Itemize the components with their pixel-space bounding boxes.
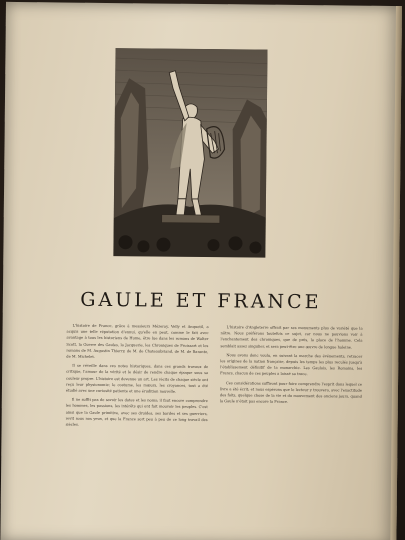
paragraph: Il ne suffit pas de savoir les dates et les noms; il faut encore comprendre les hommes, les passions, les intérêts qui ont fait mouvoir les peuples. C'est ainsi que la Gaule primitive, avec ses druides, ses bardes et ses guerriers, revit sous nos yeux, et que la France sort peu à peu de ce long travail des siècles. [65, 397, 208, 427]
text-columns [64, 323, 362, 540]
book-page [0, 2, 402, 540]
paragraph: Il se réveille dans ces notes historiques, dans ces grands travaux de critique, l'amour de la vérité et le désir de rendre chaque époque sous sa couleur propre. L'histoire est devenue un art. Les récits de chaque siècle ont reçu leur physionomie; le costume, les mœurs, les croyances, tout a été étudié avec une curiosité patiente et une érudition nouvelle. [65, 363, 209, 394]
engraving-illustration [113, 48, 267, 258]
paragraph: L'histoire d'Angleterre offrait par ses monuments plus de variété que la nôtre. Nous préférons toutefois ce sujet, car nous ne pouvions voir à l'enchantement des chroniques, que de près, la place de l'homme. Cela semblait assez singulier, et sera peut-être une œuvre de longue haleine. [220, 325, 363, 350]
gaulish-warrior-icon [113, 48, 267, 258]
left-column [64, 323, 208, 540]
page-edge [390, 6, 402, 540]
paragraph: L'histoire de France, grâce à messieurs Mézeray, Velly et Anquetil, a acquis une telle réputation d'ennui, qu'elle en peut, comme le fait avec avantage à tous les historiens de Hume, être lue dans les romans de Walter Scott, la Guerre des Gaules, la Jacquerie, les Chroniques de Froissart et les romans de M. Augustin Thierry, de M. de Chateaubriand, de M. de Barante, de M. Michelet. [66, 323, 209, 359]
page-title: GAULE ET FRANCE [80, 288, 322, 314]
paragraph: Ces considérations suffiront pour faire comprendre l'esprit dans lequel ce livre a été écrit; et nous espérons que le lecteur y trouvera, avec l'exactitude des faits, quelque chose de la vie et du mouvement des anciens jours, quand la Gaule n'était pas encore la France. [219, 380, 363, 405]
paragraph: Nous avons donc voulu, en suivant la marche des événements, retracer les origines de la nation française, depuis les temps les plus reculés jusqu'à l'établissement définitif de la monarchie. Les Gaulois, les Romains, les Francs, chacun de ces peuples a laissé sa trace. [220, 353, 363, 377]
right-column [218, 324, 362, 540]
